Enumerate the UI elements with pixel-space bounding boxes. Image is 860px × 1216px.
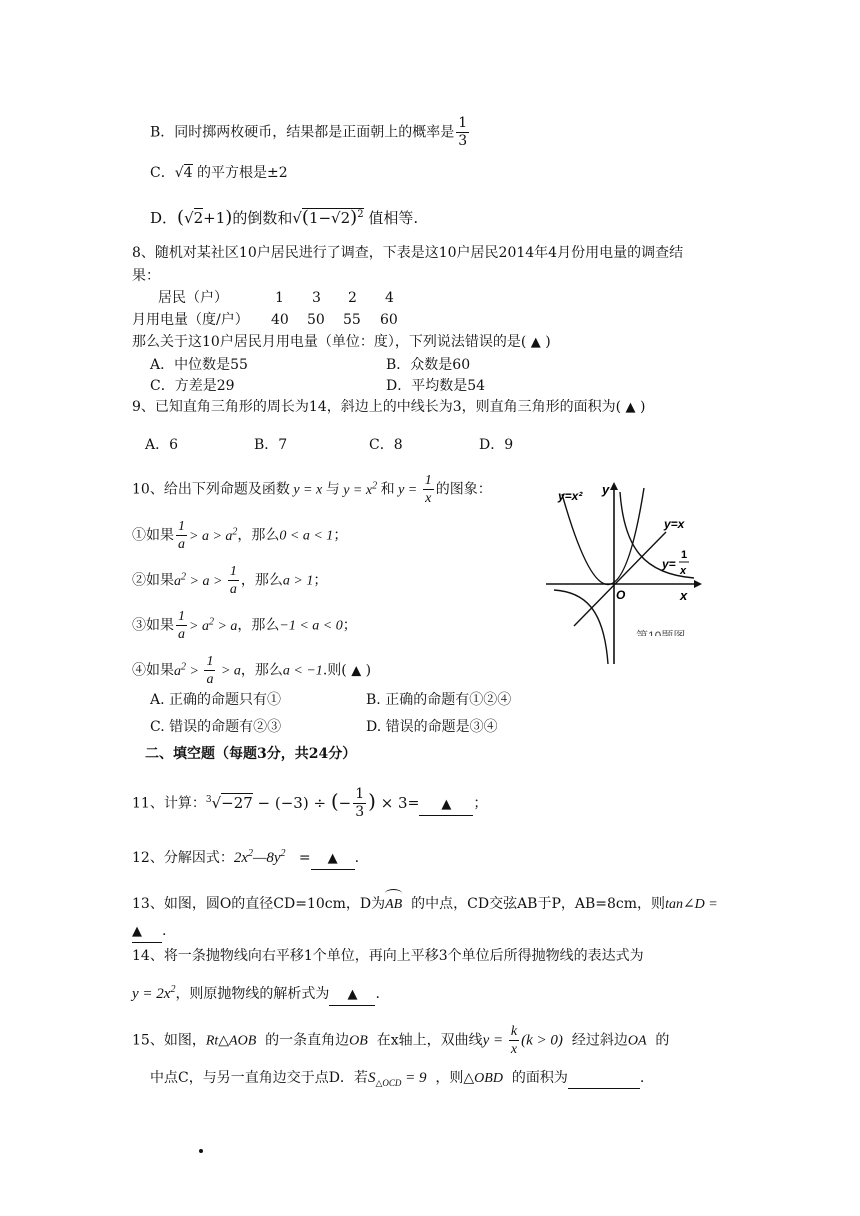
q10-p2-result: a > 1 (282, 573, 314, 589)
q10-option-a: A. 正确的命题只有① (150, 692, 282, 708)
q10-option-d: D. 错误的命题是③④ (366, 719, 498, 735)
q10-p4-result: a < −1 (282, 663, 323, 679)
q10-func-yx: y = x (289, 482, 326, 498)
q13-text-line2: ▲ . (132, 921, 166, 943)
q8-row1-label: 居民（户） (158, 290, 228, 306)
q9-option-a: A．6 (145, 437, 179, 453)
q10-option-b: B. 正确的命题有①②④ (366, 692, 512, 708)
q11-expr: $^3$√−27 − (−3) ÷ (− $\frac{1}{3}$ ) × 3 (205, 786, 408, 820)
q12-text: 12、分解因式：$2x^2—8y^2$ = ▲ . (132, 844, 359, 870)
q8-text-line1: 8、随机对某社区10户居民进行了调查，下表是这10户居民2014年4月份用电量的调查结 (132, 245, 684, 261)
q10-func-yinv: y = (394, 482, 421, 498)
q8-option-b: B．众数是60 (386, 357, 471, 373)
q8-row2-v2: 50 (307, 312, 325, 328)
q9-text: 9、已知直角三角形的周长为14，斜边上的中线长为3，则直角三角形的面积为( ▲ ) (132, 399, 646, 415)
q8-row2-v1: 40 (271, 312, 289, 328)
q8-row2-v4: 60 (380, 312, 398, 328)
y-axis-arrow (610, 482, 618, 490)
q10-prop-2: ②如果$a^2 > a$ > $\frac{1}{a}$ ，那么a > 1； (132, 564, 328, 597)
q10-p3-result: −1 < a < 0 (279, 618, 343, 634)
q8-option-d: D．平均数是54 (386, 378, 486, 394)
section2-title: 二、填空题（每题3分，共24分） (145, 746, 357, 762)
q12-answer-blank: ▲ (311, 848, 355, 870)
q10-text: 10、给出下列命题及函数 y = x 与 $y = x^2$ 和 y = $\frac{1}{x}$ 的图象： (132, 473, 492, 506)
q15-hyperbola: y = (482, 1032, 507, 1049)
line-y-eq-x (574, 532, 666, 626)
q15-text-line1: 15、如图，Rt△AOB 的一条直角边OB 在x轴上，双曲线y = $\frac{k}{x}$ (k > 0) 经过斜边OA 的 (132, 1024, 670, 1057)
label-inv-den: x (680, 565, 687, 577)
q11-answer-blank: ▲ (419, 794, 473, 816)
q10-prop-4: ④如果$a^2$ > $\frac{1}{a}$ > a，那么a < −1.则( ▲ ) (132, 654, 372, 687)
q10-func-yx2: $y = x^2$ (339, 479, 378, 498)
q10-function-graph (544, 478, 704, 668)
q10-prop-1: ①如果 $\frac{1}{a}$ > $a > a^2$，那么0 < a < 1； (132, 519, 348, 552)
q10-p2-cond: $a^2 > a$ > (174, 570, 226, 589)
q15-answer-blank (568, 1068, 640, 1089)
q10-option-c: C. 错误的命题有②③ (150, 719, 282, 735)
q14-text-line1: 14、将一条抛物线向右平移1个单位，再向上平移3个单位后所得抛物线的表达式为 (132, 948, 644, 964)
q8-row2-label: 月用电量（度/户） (132, 312, 249, 328)
q14-text-line2: $y = 2x^2$，则原抛物线的解析式为 ▲ . (132, 980, 380, 1006)
label-y-eq-x: y=x (664, 517, 685, 531)
q7-option-b: B．同时掷两枚硬币，结果都是正面朝上的概率是 $\frac{1}{3}$ (150, 115, 468, 149)
q8-row1-v1: 1 (275, 290, 284, 306)
q8-row1-v2: 3 (312, 290, 321, 306)
caption-mask (632, 636, 702, 644)
q7-option-c: C．√4 的平方根是±2 (150, 165, 288, 181)
hyperbola-q3 (554, 590, 608, 664)
q15-k-cond: (k > 0) (521, 1032, 563, 1049)
q14-expr: $y = 2x^2$ (132, 984, 176, 1002)
q14-answer-blank: ▲ (329, 984, 375, 1006)
q10-p1-result: 0 < a < 1 (279, 528, 334, 544)
q8-text-line2: 果： (132, 268, 160, 284)
q9-option-b: B．7 (254, 437, 288, 453)
label-y-eq-x2: y=x² (558, 489, 583, 503)
q13-arc-ab: AB (385, 891, 402, 915)
q10-func-yinv-frac: $\frac{1}{x}$ (424, 473, 432, 506)
q9-option-d: D．9 (479, 437, 514, 453)
label-inv-num: 1 (681, 549, 688, 561)
label-x-axis: x (680, 588, 688, 603)
q12-expr: $2x^2—8y^2$ (233, 848, 286, 866)
q8-row2-v3: 55 (343, 312, 361, 328)
q10-p3-cond: > $a^2 > a$ (189, 615, 238, 634)
q8-option-a: A．中位数是55 (150, 357, 248, 373)
q8-option-c: C．方差是29 (150, 378, 235, 394)
sqrt4: √4 (174, 165, 193, 181)
q10-p1-cond: > $a > a^2$ (189, 525, 238, 544)
q10-prop-3: ③如果 $\frac{1}{a}$ > $a^2 > a$，那么−1 < a < 0； (132, 609, 357, 642)
q7-option-d: D．(√2+1)的倒数和$√(1-√2)^2$ 值相等. (150, 207, 419, 228)
q15-text-line2: 中点C，与另一直角边交于点D．若$S_{\triangle OCD} = 9$ ，则△OBD 的面积为 . (150, 1070, 645, 1088)
q8-row1-v3: 2 (348, 290, 357, 306)
q8-question: 那么关于这10户居民月用电量（单位：度），下列说法错误的是( ▲ ) (132, 334, 551, 350)
q15-s-ocd: $S_{\triangle OCD} = 9$ (367, 1070, 427, 1088)
q13-text-line1: 13、如图，圆O的直径CD=10cm，D为 AB 的中点，CD交弦AB于P，AB=8cm，则tan∠D = (132, 891, 718, 915)
q11-text: 11、计算：$^3$√−27 − (−3) ÷ (− $\frac{1}{3}$ ) × 3= ▲ ； (132, 786, 488, 820)
label-y-axis: y (602, 482, 610, 497)
q8-row1-v4: 4 (385, 290, 394, 306)
q7-d-expr1: ( (177, 207, 185, 228)
q10-p4-cond: $a^2$ > (174, 660, 203, 679)
q7-b-fraction: $\frac{1}{3}$ (458, 115, 468, 149)
q13-answer-blank: ▲ (132, 921, 162, 943)
q9-option-c: C．8 (369, 437, 403, 453)
x-axis-arrow (694, 580, 702, 588)
stray-dot (199, 1149, 203, 1153)
q7-d-expr2: $√(1-√2)^2$ (292, 207, 364, 228)
label-origin: O (616, 588, 626, 602)
label-y-eq-inv: y= (662, 557, 676, 571)
